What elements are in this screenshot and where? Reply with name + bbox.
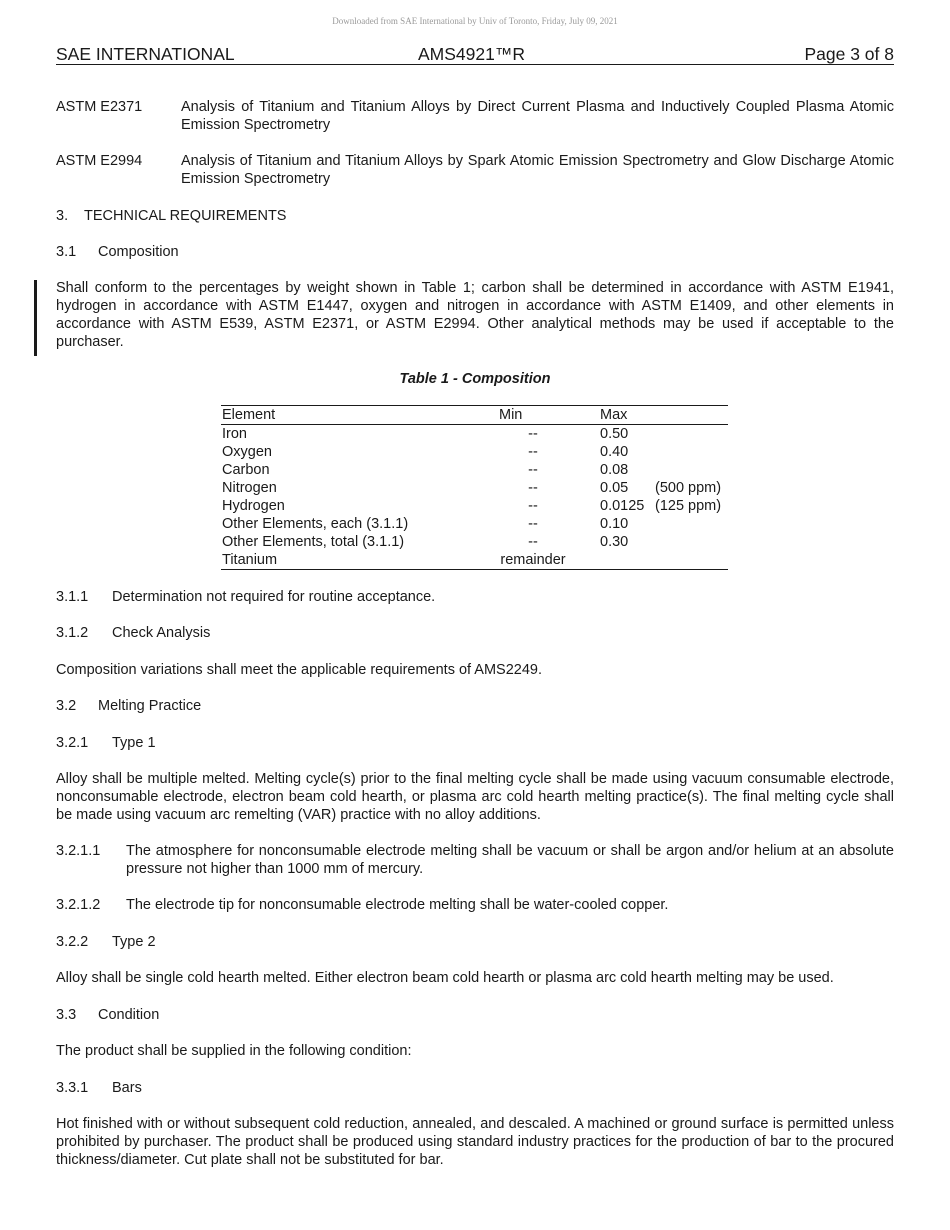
reference-code: ASTM E2371: [56, 99, 143, 115]
header-max: Max: [600, 407, 628, 423]
table-header-row: [221, 406, 728, 425]
cell-min: --: [528, 498, 538, 514]
section-number: 3.2: [56, 698, 77, 714]
section-title: Type 2: [112, 934, 156, 950]
cell-max: 0.30: [600, 534, 629, 550]
cell-min: --: [528, 534, 538, 550]
cell-min: --: [528, 516, 538, 532]
section-heading-3-2: [56, 697, 894, 715]
table-row: [221, 551, 728, 569]
section-text: The electrode tip for nonconsumable electrode melting shall be water-cooled copper.: [126, 897, 669, 913]
cell-ppm: (500 ppm): [655, 480, 722, 496]
cell-ppm: (125 ppm): [655, 498, 722, 514]
section-text: The atmosphere for nonconsumable electrode melting shall be vacuum or shall be argon and/or helium at an absolute pressure not higher than 1000 mm of mercury.: [126, 843, 894, 877]
section-number: 3.2.1.1: [56, 843, 101, 859]
section-heading-3-1-2: [56, 624, 894, 642]
cell-element: Other Elements, each (3.1.1): [222, 516, 409, 532]
cell-max: 0.0125: [600, 498, 645, 514]
cell-element: Iron: [222, 426, 247, 442]
section-number: 3.2.2: [56, 934, 89, 950]
reference-entry: [56, 98, 894, 134]
cell-min: remainder: [500, 552, 566, 568]
cell-max: 0.08: [600, 462, 629, 478]
section-number: 3.1.1: [56, 589, 89, 605]
section-number: 3.3: [56, 1007, 77, 1023]
bars-paragraph: Hot finished with or without subsequent cold reduction, annealed, and descaled. A machined or ground surface is permitted unless prohibited by purchaser. The product shall be produced using standard industry practices for the production of bar to the procured thickness/diameter. Cut plate shall not be substituted for bar.: [56, 1116, 894, 1168]
section-number: 3.1.2: [56, 625, 89, 641]
check-analysis-paragraph: Composition variations shall meet the applicable requirements of AMS2249.: [56, 662, 543, 678]
section-title: Condition: [98, 1007, 160, 1023]
table-row: [221, 515, 728, 533]
cell-element: Carbon: [222, 462, 270, 478]
section-title: TECHNICAL REQUIREMENTS: [84, 208, 287, 224]
section-number: 3.2.1: [56, 735, 89, 751]
header-document-id: AMS4921™R: [418, 44, 525, 64]
composition-table: [221, 405, 728, 570]
condition-paragraph: The product shall be supplied in the following condition:: [56, 1043, 412, 1059]
reference-code: ASTM E2994: [56, 153, 143, 169]
reference-description: Analysis of Titanium and Titanium Alloys by Spark Atomic Emission Spectrometry and Glow Discharge Atomic Emission Spectrometry: [181, 153, 894, 187]
revision-change-bar: [34, 280, 37, 356]
download-watermark: Downloaded from SAE International by Univ of Toronto, Friday, July 09, 2021: [332, 16, 618, 26]
header-element: Element: [222, 407, 276, 423]
header-organization: SAE INTERNATIONAL: [56, 44, 235, 64]
cell-element: Nitrogen: [222, 480, 277, 496]
section-title: Bars: [112, 1080, 142, 1096]
cell-element: Oxygen: [222, 444, 272, 460]
cell-element: Hydrogen: [222, 498, 285, 514]
cell-max: 0.50: [600, 426, 629, 442]
table-row: [221, 461, 728, 479]
section-title: Composition: [98, 244, 179, 260]
cell-max: 0.10: [600, 516, 629, 532]
section-number: 3.: [56, 208, 69, 224]
section-heading-3-2-2: [56, 933, 894, 951]
type2-paragraph: Alloy shall be single cold hearth melted. Either electron beam cold hearth or plasma arc cold hearth melting may be used.: [56, 970, 834, 986]
section-heading-3-1: [56, 243, 894, 261]
cell-min: --: [528, 444, 538, 460]
section-heading-3-3-1: [56, 1079, 894, 1097]
section-title: Type 1: [112, 735, 156, 751]
table-row: [221, 479, 728, 497]
table-row: [221, 497, 728, 515]
section-heading-3: [56, 207, 894, 225]
table-row: [221, 425, 728, 443]
cell-element: Titanium: [222, 552, 278, 568]
section-heading-3-3: [56, 1006, 894, 1024]
header-page-number: Page 3 of 8: [804, 44, 894, 64]
cell-element: Other Elements, total (3.1.1): [222, 534, 405, 550]
section-heading-3-2-1: [56, 734, 894, 752]
section-title: Check Analysis: [112, 625, 211, 641]
section-3-2-1-2: [56, 896, 894, 914]
section-title: Melting Practice: [98, 698, 202, 714]
type1-paragraph: Alloy shall be multiple melted. Melting cycle(s) prior to the final melting cycle shall be made using vacuum consumable electrode, nonconsumable electrode, electron beam cold hearth, or plasma arc cold hearth melting practice(s). The final melting cycle shall be made using vacuum arc remelting (VAR) practice with no alloy additions.: [56, 771, 894, 823]
section-3-2-1-1: [56, 842, 894, 878]
cell-min: --: [528, 480, 538, 496]
header-min: Min: [499, 407, 523, 423]
section-number: 3.2.1.2: [56, 897, 101, 913]
cell-max: 0.40: [600, 444, 629, 460]
reference-entry: [56, 152, 894, 188]
cell-max: 0.05: [600, 480, 629, 496]
cell-min: --: [528, 462, 538, 478]
section-heading-3-1-1: [56, 588, 894, 606]
table-row: [221, 533, 728, 551]
section-number: 3.1: [56, 244, 77, 260]
section-title: Determination not required for routine acceptance.: [112, 589, 436, 605]
section-number: 3.3.1: [56, 1080, 89, 1096]
page-header: [56, 44, 894, 65]
reference-description: Analysis of Titanium and Titanium Alloys by Direct Current Plasma and Inductively Coupled Plasma Atomic Emission Spectrometry: [181, 99, 894, 133]
cell-min: --: [528, 426, 538, 442]
table-row: [221, 443, 728, 461]
table-caption: Table 1 - Composition: [399, 371, 551, 387]
composition-paragraph: Shall conform to the percentages by weight shown in Table 1; carbon shall be determined in accordance with ASTM E1941, hydrogen in accordance with ASTM E1447, oxygen and nitrogen in accordance with ASTM E1409, and other elements in accordance with ASTM E539, ASTM E2371, or ASTM E2994. Other analytical methods may be used if acceptable to the purchaser.: [56, 280, 894, 350]
